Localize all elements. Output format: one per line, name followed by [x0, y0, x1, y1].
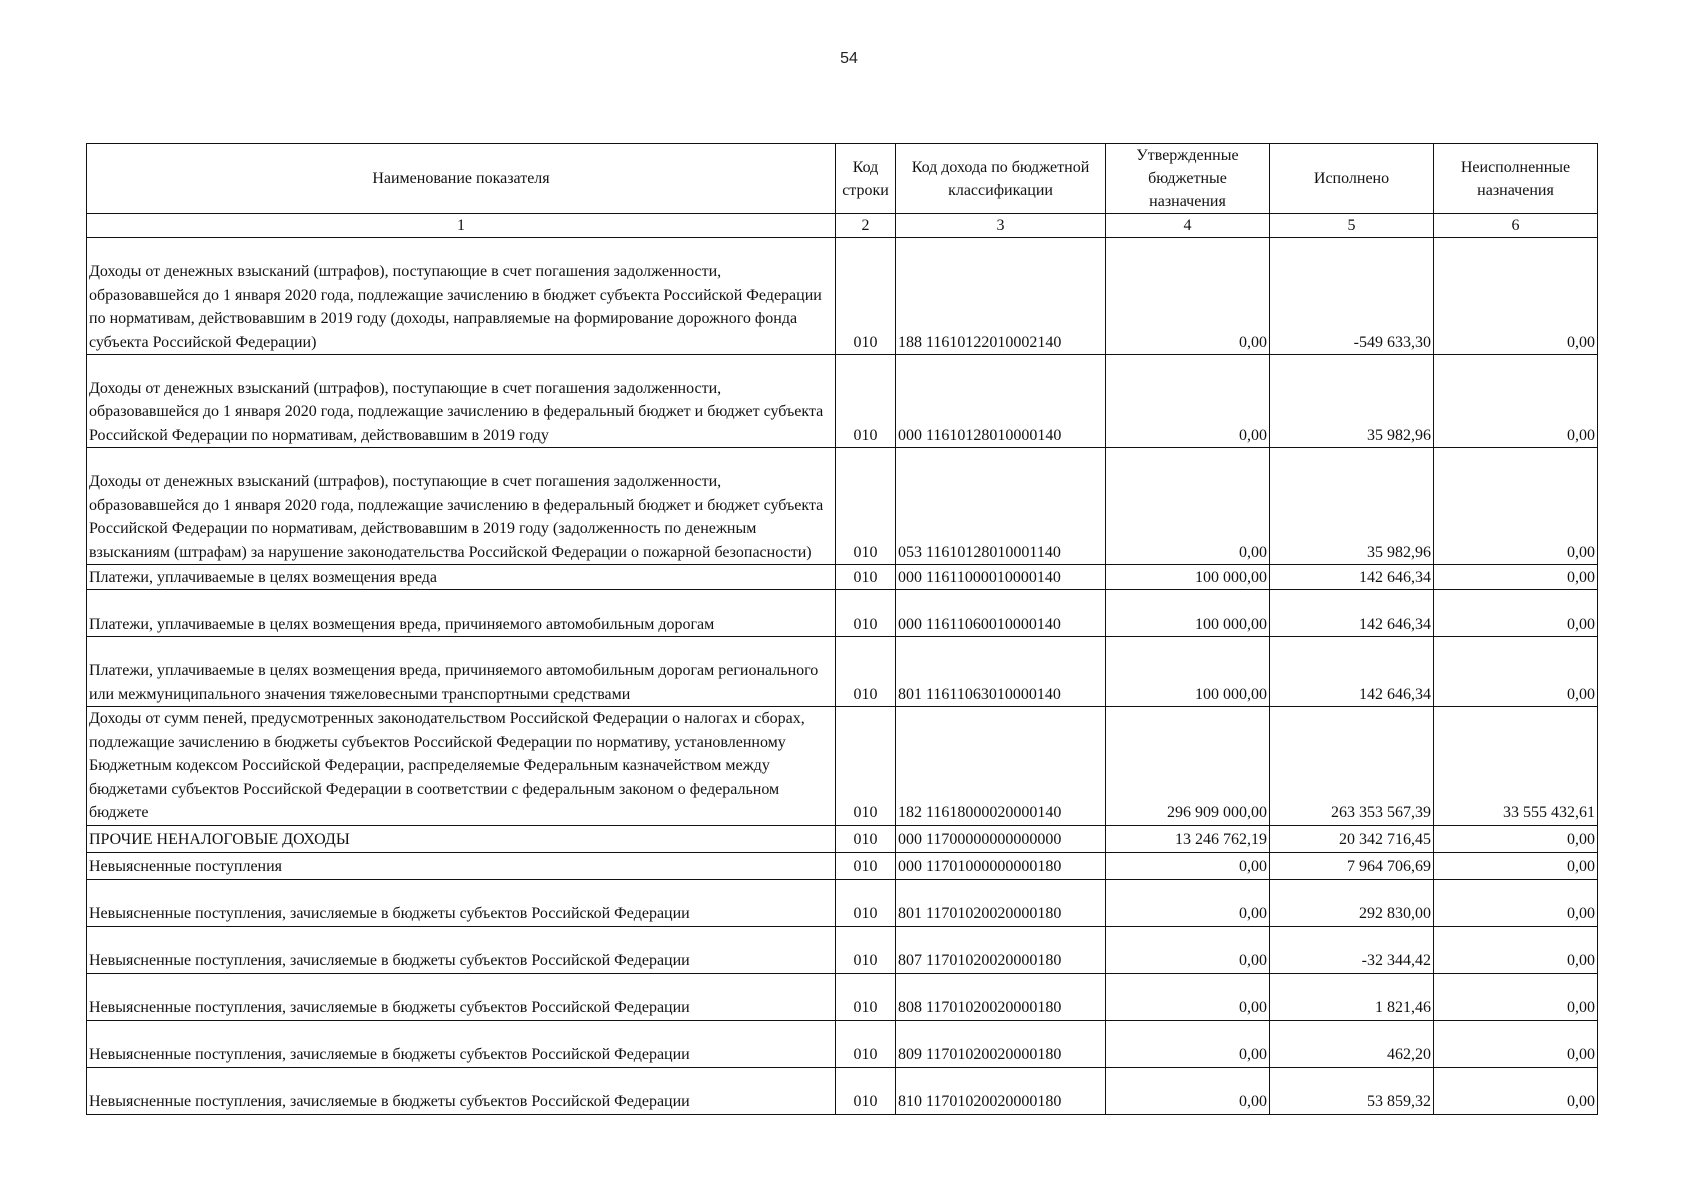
row-approved: 0,00: [1106, 926, 1270, 973]
row-name: Платежи, уплачиваемые в целях возмещения вреда: [87, 565, 836, 590]
row-approved: 0,00: [1106, 448, 1270, 565]
row-line-code: 010: [836, 1020, 896, 1067]
row-line-code: 010: [836, 238, 896, 355]
row-income-code: 801 11611063010000140: [896, 637, 1106, 707]
row-approved: 296 909 000,00: [1106, 707, 1270, 826]
row-line-code: 010: [836, 707, 896, 826]
row-executed: -549 633,30: [1270, 238, 1434, 355]
page-number: 54: [840, 50, 858, 67]
row-income-code: 000 11701000000000180: [896, 852, 1106, 879]
header-income-code: Код дохода по бюджетной классификации: [896, 144, 1106, 214]
row-unexecuted: 0,00: [1434, 852, 1598, 879]
row-approved: 100 000,00: [1106, 565, 1270, 590]
header-name: Наименование показателя: [87, 144, 836, 214]
row-income-code: 000 11611000010000140: [896, 565, 1106, 590]
row-executed: 142 646,34: [1270, 637, 1434, 707]
row-unexecuted: 0,00: [1434, 355, 1598, 448]
table-row: [87, 1067, 1598, 1114]
row-line-code: 010: [836, 637, 896, 707]
row-name: Невыясненные поступления, зачисляемые в бюджеты субъектов Российской Федерации: [87, 1020, 836, 1067]
row-line-code: 010: [836, 1067, 896, 1114]
row-income-code: 182 11618000020000140: [896, 707, 1106, 826]
row-approved: 0,00: [1106, 1067, 1270, 1114]
row-name: Доходы от денежных взысканий (штрафов), поступающие в счет погашения задолженности, образовавшейся до 1 января 2020 года, подлежащие зачислению в бюджет субъекта Российской Федерации по нормативам, действовавшим в 2019 году (доходы, направляемые на формирование дорожного фонда субъекта Российской Федерации): [87, 238, 836, 355]
row-name: ПРОЧИЕ НЕНАЛОГОВЫЕ ДОХОДЫ: [87, 825, 836, 852]
header-unexecuted: Неисполненные назначения: [1434, 144, 1598, 214]
column-number: 6: [1434, 214, 1598, 238]
row-executed: 462,20: [1270, 1020, 1434, 1067]
table-row: [87, 637, 1598, 707]
table-row: [87, 1020, 1598, 1067]
table-row: [87, 825, 1598, 852]
table-row: [87, 852, 1598, 879]
row-unexecuted: 0,00: [1434, 973, 1598, 1020]
row-name: Платежи, уплачиваемые в целях возмещения вреда, причиняемого автомобильным дорогам: [87, 590, 836, 637]
table-row: [87, 238, 1598, 355]
row-line-code: 010: [836, 825, 896, 852]
header-row: [87, 144, 1598, 214]
row-name: Невыясненные поступления, зачисляемые в бюджеты субъектов Российской Федерации: [87, 973, 836, 1020]
row-income-code: 808 11701020020000180: [896, 973, 1106, 1020]
column-number: 3: [896, 214, 1106, 238]
row-executed: 292 830,00: [1270, 879, 1434, 926]
row-income-code: 000 11611060010000140: [896, 590, 1106, 637]
row-income-code: 188 11610122010002140: [896, 238, 1106, 355]
row-approved: 0,00: [1106, 355, 1270, 448]
row-unexecuted: 33 555 432,61: [1434, 707, 1598, 826]
row-unexecuted: 0,00: [1434, 1067, 1598, 1114]
table-row: [87, 707, 1598, 826]
row-executed: 263 353 567,39: [1270, 707, 1434, 826]
row-name: Невыясненные поступления, зачисляемые в бюджеты субъектов Российской Федерации: [87, 926, 836, 973]
budget-report-table: [86, 143, 1598, 1115]
row-approved: 0,00: [1106, 238, 1270, 355]
row-name: Платежи, уплачиваемые в целях возмещения вреда, причиняемого автомобильным дорогам регионального или межмуниципального значения тяжеловесными транспортными средствами: [87, 637, 836, 707]
header-line-code: Код строки: [836, 144, 896, 214]
row-executed: 142 646,34: [1270, 590, 1434, 637]
row-approved: 0,00: [1106, 1020, 1270, 1067]
table-row: [87, 565, 1598, 590]
column-number: 4: [1106, 214, 1270, 238]
row-name: Доходы от сумм пеней, предусмотренных законодательством Российской Федерации о налогах и сборах, подлежащие зачислению в бюджеты субъектов Российской Федерации по нормативу, установленному Бюджетным кодексом Российской Федерации, распределяемые Федеральным казначейством между бюджетами субъектов Российской Федерации в соответствии с федеральным законом о федеральном бюджете: [87, 707, 836, 826]
column-number: 1: [87, 214, 836, 238]
row-income-code: 053 11610128010001140: [896, 448, 1106, 565]
row-line-code: 010: [836, 926, 896, 973]
row-name: Доходы от денежных взысканий (штрафов), поступающие в счет погашения задолженности, образовавшейся до 1 января 2020 года, подлежащие зачислению в федеральный бюджет и бюджет субъекта Российской Федерации по нормативам, действовавшим в 2019 году: [87, 355, 836, 448]
row-line-code: 010: [836, 355, 896, 448]
row-unexecuted: 0,00: [1434, 926, 1598, 973]
header-executed: Исполнено: [1270, 144, 1434, 214]
table-row: [87, 879, 1598, 926]
row-name: Невыясненные поступления, зачисляемые в бюджеты субъектов Российской Федерации: [87, 1067, 836, 1114]
row-line-code: 010: [836, 852, 896, 879]
row-approved: 0,00: [1106, 879, 1270, 926]
row-line-code: 010: [836, 448, 896, 565]
table-row: [87, 448, 1598, 565]
row-unexecuted: 0,00: [1434, 565, 1598, 590]
row-approved: 100 000,00: [1106, 590, 1270, 637]
table-row: [87, 590, 1598, 637]
row-approved: 0,00: [1106, 852, 1270, 879]
row-line-code: 010: [836, 565, 896, 590]
row-name: Доходы от денежных взысканий (штрафов), поступающие в счет погашения задолженности, образовавшейся до 1 января 2020 года, подлежащие зачислению в федеральный бюджет и бюджет субъекта Российской Федерации по нормативам, действовавшим в 2019 году (задолженность по денежным взысканиям (штрафам) за нарушение законодательства Российской Федерации о пожарной безопасности): [87, 448, 836, 565]
row-executed: 20 342 716,45: [1270, 825, 1434, 852]
row-income-code: 801 11701020020000180: [896, 879, 1106, 926]
row-unexecuted: 0,00: [1434, 448, 1598, 565]
row-approved: 13 246 762,19: [1106, 825, 1270, 852]
row-income-code: 807 11701020020000180: [896, 926, 1106, 973]
row-name: Невыясненные поступления: [87, 852, 836, 879]
row-executed: 35 982,96: [1270, 355, 1434, 448]
column-number: 2: [836, 214, 896, 238]
table-row: [87, 926, 1598, 973]
row-line-code: 010: [836, 973, 896, 1020]
row-executed: 35 982,96: [1270, 448, 1434, 565]
row-unexecuted: 0,00: [1434, 590, 1598, 637]
row-approved: 100 000,00: [1106, 637, 1270, 707]
row-executed: 7 964 706,69: [1270, 852, 1434, 879]
row-unexecuted: 0,00: [1434, 879, 1598, 926]
row-executed: 142 646,34: [1270, 565, 1434, 590]
row-income-code: 809 11701020020000180: [896, 1020, 1106, 1067]
row-unexecuted: 0,00: [1434, 637, 1598, 707]
table-row: [87, 355, 1598, 448]
row-line-code: 010: [836, 879, 896, 926]
table-row: [87, 973, 1598, 1020]
row-income-code: 000 11700000000000000: [896, 825, 1106, 852]
column-number: 5: [1270, 214, 1434, 238]
row-executed: -32 344,42: [1270, 926, 1434, 973]
row-name: Невыясненные поступления, зачисляемые в бюджеты субъектов Российской Федерации: [87, 879, 836, 926]
row-unexecuted: 0,00: [1434, 238, 1598, 355]
row-line-code: 010: [836, 590, 896, 637]
row-unexecuted: 0,00: [1434, 825, 1598, 852]
row-executed: 1 821,46: [1270, 973, 1434, 1020]
row-income-code: 000 11610128010000140: [896, 355, 1106, 448]
column-number-row: [87, 214, 1598, 238]
row-executed: 53 859,32: [1270, 1067, 1434, 1114]
header-approved: Утвержденные бюджетные назначения: [1106, 144, 1270, 214]
row-approved: 0,00: [1106, 973, 1270, 1020]
row-income-code: 810 11701020020000180: [896, 1067, 1106, 1114]
row-unexecuted: 0,00: [1434, 1020, 1598, 1067]
